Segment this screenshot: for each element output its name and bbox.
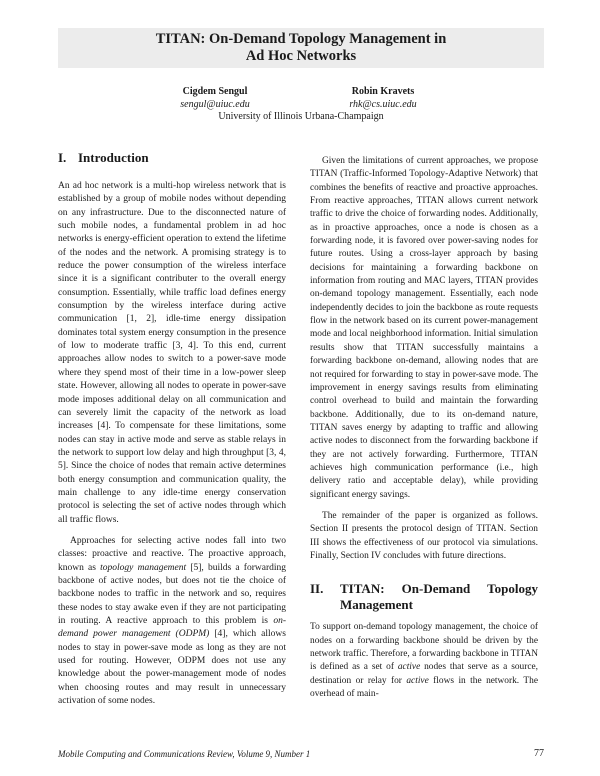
section-number: II. [310, 581, 324, 597]
emphasis-odpm: on-demand power management (ODPM) [58, 616, 286, 640]
intro-paragraph-2: Approaches for selecting active nodes fall into two classes: proactive and reactive. The proactive approach, known as topology management [5], builds a forwarding backbone of active nodes, but does not tie the choice of backbone nodes to traffic in the network and so, requires these nodes to stay awake even if they are not participating in routing. A reactive approach to this problem is on-demand power management (ODPM) [4], which allows nodes to stay in power-save mode as long as they are not used for routing. However, ODPM does not use any knowledge about the power-management mode of nodes when choosing routes and may result in unnecessary activation of some nodes. [58, 535, 286, 707]
affiliation: University of Illinois Urbana-Champaign [218, 111, 384, 122]
author-email: sengul@uiuc.edu [180, 98, 250, 110]
author-2 [313, 86, 453, 111]
intro-paragraph-4: The remainder of the paper is organized as follows. Section II presents the protocol design of TITAN. Section III shows the effectiveness of our protocol via simulations. Finally, Section IV concludes with future directions. [310, 510, 538, 561]
emphasis-active: active [406, 675, 429, 686]
right-column [310, 155, 538, 701]
intro-paragraph-3: Given the limitations of current approaches, we propose TITAN (Traffic-Informed Topology-Adaptive Network) that combines the benefits of reactive and proactive approaches. From reactive approaches, TITAN allows current network traffic to drive the choice of forwarding nodes. Additionally, as in proactive approaches, once a node is chosen as a forwarding node, it is favored over power-saving nodes for future routes. Using a cross-layer approach by basing decisions for maintaining a forwarding backbone on information from routing and MAC layers, TITAN provides on-demand topology management. Essentially, each node independently decides to join the backbone as route requests flow in the network based on its current power-management mode and local neighborhood information. Initial simulation results show that TITAN successfully maintains a forwarding backbone on-demand, allowing nodes that are not required for forwarding to stay in power-save mode. The improvement in energy savings results from eliminating control overhead to build and maintain the forwarding backbone. Additionally, due to its on-demand nature, TITAN saves energy by adapting to traffic and allowing active nodes to disconnect from the forwarding backbone if they are not actively forwarding. Furthermore, TITAN achieves high communication performance (i.e., high delivery ratio and acceptable delay), while providing significant energy savings. [310, 156, 538, 500]
section-title: TITAN: On-Demand Topology Management [340, 581, 538, 613]
section2-paragraph-1: To support on-demand topology management, the choice of nodes on a forwarding backbone should be driven by the network traffic. Therefore, a forwarding backbone in TITAN is defined as a set of active nodes that serve as a source, destination or relay for active flows in the network. The overhead of main- [310, 622, 538, 700]
journal-footer: Mobile Computing and Communications Review, Volume 9, Number 1 [58, 749, 311, 759]
emphasis-active: active [397, 662, 421, 673]
left-column [58, 150, 286, 708]
section-number: I. [58, 150, 67, 165]
section-heading-2 [310, 581, 538, 613]
section-heading-intro [58, 150, 286, 166]
paper-title [58, 31, 544, 65]
author-name: Robin Kravets [351, 86, 415, 97]
section-title: Introduction [78, 150, 149, 165]
title-line-1: TITAN: On-Demand Topology Management in [155, 31, 447, 47]
title-line-2: Ad Hoc Networks [245, 48, 357, 64]
intro-paragraph-1: An ad hoc network is a multi-hop wireless network that is established by a group of mobile nodes without depending on any infrastructure. Due to the disconnected nature of such mobile nodes, a fundamental problem in ad hoc networks is energy-efficient operation to extend the lifetime of the nodes and the network. A promising strategy is to reduce the power consumption of the wireless interface since it is a significant contributer to the overall energy consumption. Essentially, while traffic load defines energy consumption by the wireless interface during active communication [1, 2], idle-time energy dissipation dominates total system energy consumption in the presence of low to moderate traffic [3, 4]. To this end, current approaches allow nodes to switch to a power-save mode where they spend most of their time in a low-power sleep state. However, allowing all nodes to operate in power-save mode imposes additional delay on all communication and can severely limit the capacity of the network as load increases [4]. To compensate for these limitations, some nodes can stay in active mode and serve as stable relays in the network to support low delay and high throughput [3, 4, 5]. Since the choice of nodes that remain active determines both energy consumption and communication quality, the main challenge to any idle-time energy conservation protocol is selecting the set of active nodes through which all traffic flows. [58, 181, 286, 525]
author-email: rhk@cs.uiuc.edu [349, 98, 417, 110]
emphasis-topology-management: topology management [100, 562, 187, 573]
author-1 [145, 86, 285, 111]
author-name: Cigdem Sengul [182, 86, 248, 97]
page-number: 77 [534, 748, 544, 759]
